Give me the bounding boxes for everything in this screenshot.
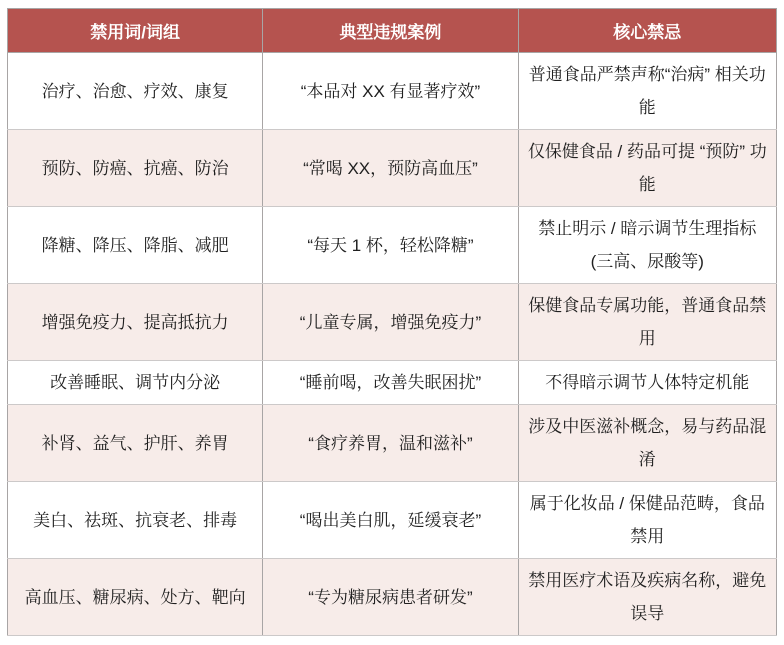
table-row	[8, 405, 777, 482]
cell-forbidden-terms: 降糖、降压、降脂、减肥	[8, 207, 263, 284]
cell-core-taboo: 普通食品严禁声称“治病” 相关功能	[518, 53, 776, 130]
forbidden-words-table	[7, 8, 777, 636]
cell-violation-case: “常喝 XX，预防高血压”	[263, 130, 518, 207]
table-row	[8, 559, 777, 636]
table-row	[8, 53, 777, 130]
cell-core-taboo: 属于化妆品 / 保健品范畴，食品禁用	[518, 482, 776, 559]
cell-core-taboo: 涉及中医滋补概念，易与药品混淆	[518, 405, 776, 482]
cell-violation-case: “儿童专属，增强免疫力”	[263, 284, 518, 361]
cell-violation-case: “每天 1 杯，轻松降糖”	[263, 207, 518, 284]
cell-forbidden-terms: 高血压、糖尿病、处方、靶向	[8, 559, 263, 636]
cell-core-taboo: 保健食品专属功能，普通食品禁用	[518, 284, 776, 361]
column-header-violation-case: 典型违规案例	[263, 9, 518, 53]
cell-violation-case: “本品对 XX 有显著疗效”	[263, 53, 518, 130]
column-header-forbidden-terms: 禁用词/词组	[8, 9, 263, 53]
table-header-row	[8, 9, 777, 53]
forbidden-words-table-container	[7, 8, 777, 636]
table-row	[8, 207, 777, 284]
cell-core-taboo: 不得暗示调节人体特定机能	[518, 361, 776, 405]
cell-forbidden-terms: 改善睡眠、调节内分泌	[8, 361, 263, 405]
cell-violation-case: “睡前喝，改善失眠困扰”	[263, 361, 518, 405]
column-header-core-taboo: 核心禁忌	[518, 9, 776, 53]
table-row	[8, 361, 777, 405]
cell-forbidden-terms: 治疗、治愈、疗效、康复	[8, 53, 263, 130]
cell-core-taboo: 禁用医疗术语及疾病名称，避免误导	[518, 559, 776, 636]
cell-violation-case: “喝出美白肌，延缓衰老”	[263, 482, 518, 559]
table-row	[8, 130, 777, 207]
cell-core-taboo: 仅保健食品 / 药品可提 “预防” 功能	[518, 130, 776, 207]
cell-forbidden-terms: 美白、祛斑、抗衰老、排毒	[8, 482, 263, 559]
cell-forbidden-terms: 增强免疫力、提高抵抗力	[8, 284, 263, 361]
cell-core-taboo: 禁止明示 / 暗示调节生理指标 (三高、尿酸等)	[518, 207, 776, 284]
table-row	[8, 284, 777, 361]
cell-forbidden-terms: 补肾、益气、护肝、养胃	[8, 405, 263, 482]
cell-violation-case: “食疗养胃，温和滋补”	[263, 405, 518, 482]
table-row	[8, 482, 777, 559]
cell-violation-case: “专为糖尿病患者研发”	[263, 559, 518, 636]
cell-forbidden-terms: 预防、防癌、抗癌、防治	[8, 130, 263, 207]
